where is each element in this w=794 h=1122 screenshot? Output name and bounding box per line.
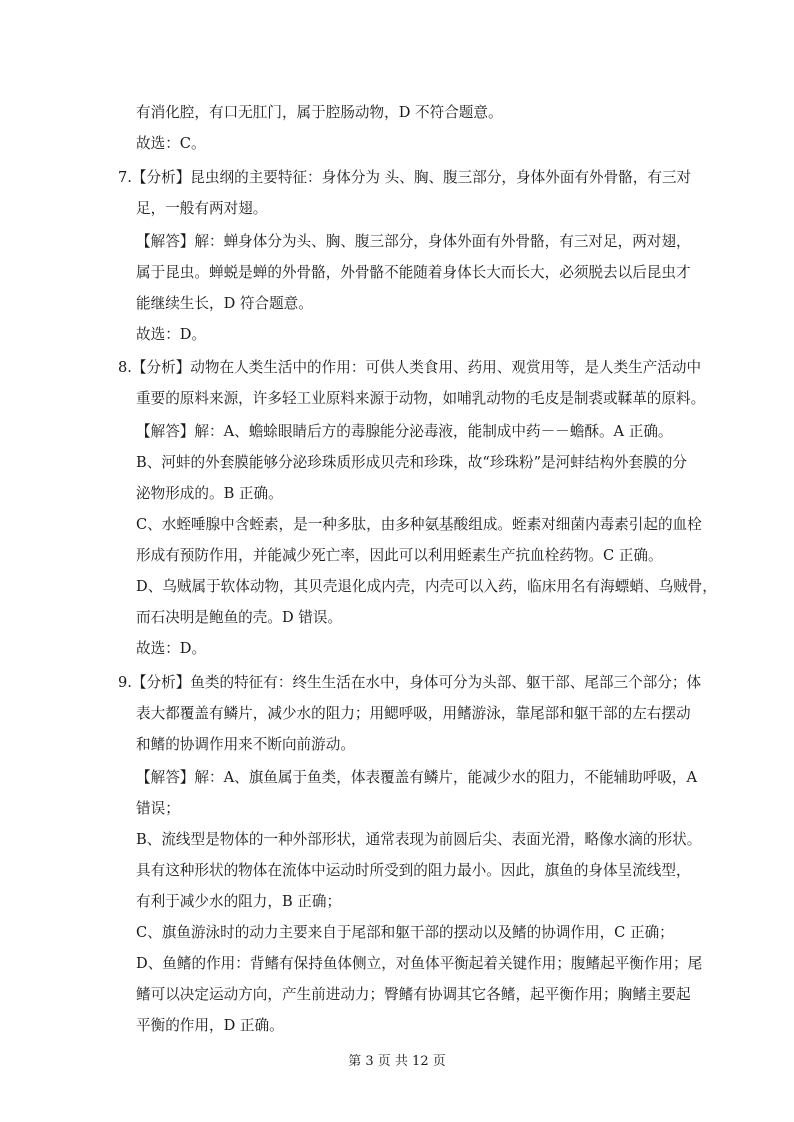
- text-line: 而石决明是鲍鱼的壳。D 错误。: [136, 609, 343, 626]
- text-line: D、鱼鳍的作用：背鳍有保持鱼体侧立，对鱼体平衡起着关键作用；腹鳍起平衡作用；尾: [136, 955, 703, 972]
- text-line: B、流线型是物体的一种外部形状，通常表现为前圆后尖、表面光滑，略像水滴的形状。: [136, 831, 702, 848]
- text-line: 故选：D。: [136, 640, 207, 657]
- page-footer: 第 3 页 共 12 页: [348, 1054, 446, 1069]
- text-line: 故选：C。: [136, 135, 206, 152]
- text-line: 平衡的作用，D 正确。: [136, 1017, 284, 1034]
- text-line: 【解答】解：A、蟾蜍眼睛后方的毒腺能分泌毒液，能制成中药－－蟾酥。A 正确。: [136, 423, 673, 440]
- text-line: 7.【分析】昆虫纲的主要特征：身体分为 头、胸、腹三部分，身体外面有外骨骼，有三对: [118, 169, 692, 186]
- text-line: 【解答】解：A、旗鱼属于鱼类，体表覆盖有鳞片，能减少水的阻力，不能辅助呼吸，A: [136, 769, 698, 786]
- text-line: 9.【分析】鱼类的特征有：终生生活在水中，身体可分为头部、躯干部、尾部三个部分；体: [118, 674, 702, 691]
- text-line: 鳍可以决定运动方向，产生前进动力；臀鳍有协调其它各鳍，起平衡作用；胸鳍主要起: [136, 986, 691, 1003]
- text-line: 错误；: [136, 800, 180, 817]
- text-line: 有利于减少水的阻力，B 正确；: [136, 893, 342, 910]
- text-line: 有消化腔，有口无肛门，属于腔肠动物，D 不符合题意。: [136, 104, 503, 121]
- text-line: D、乌贼属于软体动物，其贝壳退化成内壳，内壳可以入药，临床用名有海螵蛸、乌贼骨，: [136, 578, 717, 595]
- text-line: 泌物形成的。B 正确。: [136, 485, 283, 502]
- text-line: 具有这种形状的物体在流体中运动时所受到的阻力最小。因此，旗鱼的身体呈流线型，: [136, 862, 691, 879]
- text-line: 重要的原料来源，许多轻工业原料来源于动物，如哺乳动物的毛皮是制裘或鞣革的原料。: [136, 390, 706, 407]
- text-line: 属于昆虫。蝉蜕是蝉的外骨骼，外骨骼不能随着身体长大而长大，必须脱去以后昆虫才: [136, 264, 691, 281]
- text-line: C、水蛭唾腺中含蛭素，是一种多肽，由多种氨基酸组成。蛭素对细菌内毒素引起的血栓: [136, 516, 702, 533]
- text-line: 故选：D。: [136, 326, 207, 343]
- text-line: B、河蚌的外套膜能够分泌珍珠质形成贝壳和珍珠，故“珍珠粉”是河蚌结构外套膜的分: [136, 454, 688, 471]
- text-line: 足，一般有两对翅。: [136, 200, 268, 217]
- text-line: 【解答】解：蝉身体分为头、胸、腹三部分，身体外面有外骨骼，有三对足，两对翅，: [136, 233, 691, 250]
- text-line: 和鳍的协调作用来不断向前游动。: [136, 736, 355, 753]
- text-line: 表大都覆盖有鳞片，减少水的阻力；用鳃呼吸，用鳍游泳，靠尾部和躯干部的左右摆动: [136, 705, 691, 722]
- text-line: C、旗鱼游泳时的动力主要来自于尾部和躯干部的摆动以及鳍的协调作用，C 正确；: [136, 924, 674, 941]
- text-line: 能继续生长，D 符合题意。: [136, 295, 313, 312]
- text-line: 形成有预防作用，并能减少死亡率，因此可以利用蛭素生产抗血栓药物。C 正确。: [136, 547, 663, 564]
- text-line: 8.【分析】动物在人类生活中的作用：可供人类食用、药用、观赏用等，是人类生产活动中: [118, 359, 702, 376]
